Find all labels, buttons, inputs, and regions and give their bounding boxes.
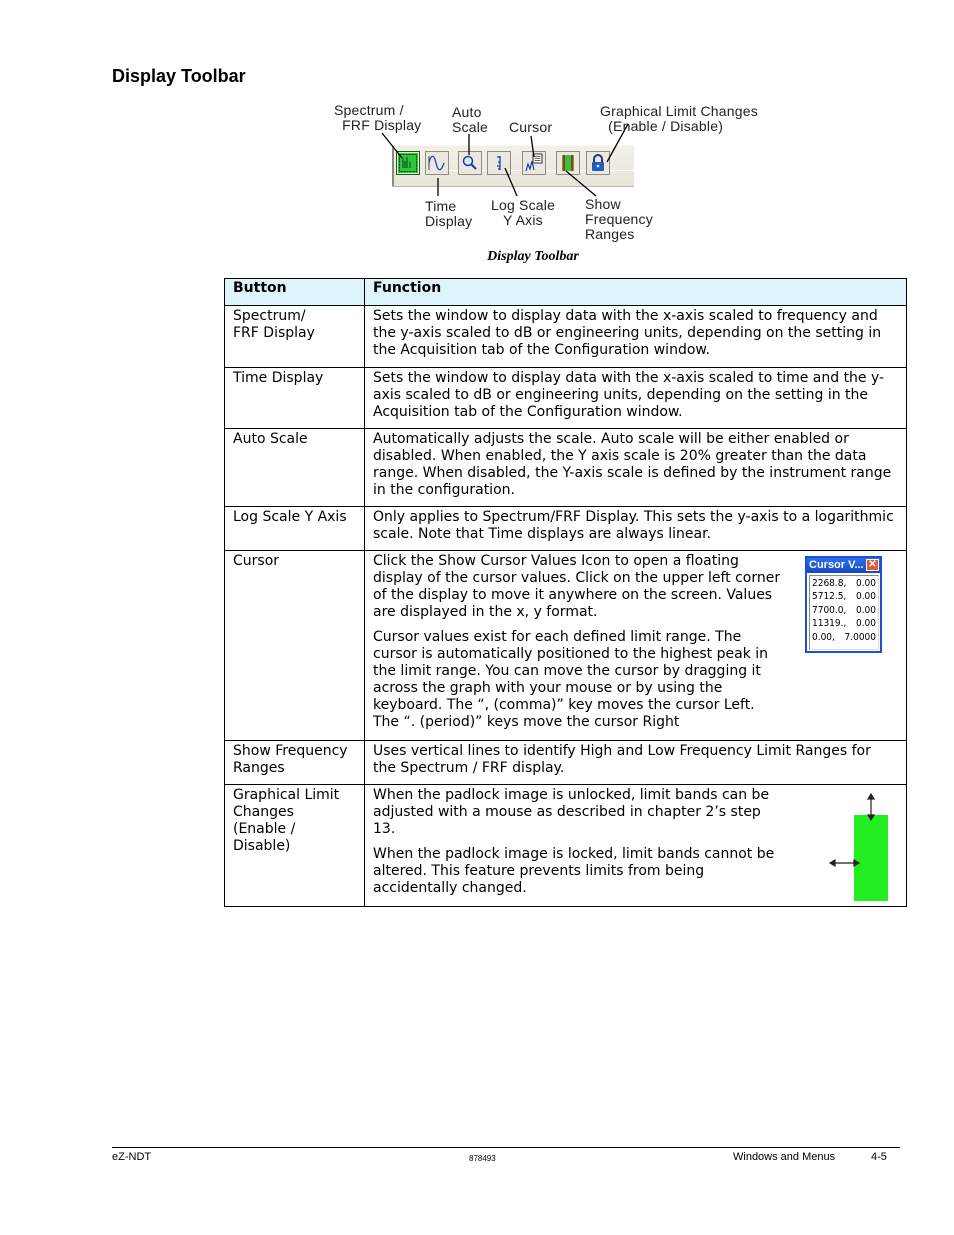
function-cell: Only applies to Spectrum/FRF Display. This sets the y-axis to a logarithmic scale. Note that Time displays are always linear.	[365, 507, 907, 551]
footer-chapter: Windows and Menus	[733, 1151, 836, 1163]
footer-doc-number: 878493	[469, 1154, 496, 1163]
cursor-value-row: 5712.5, 0.00	[812, 591, 876, 603]
button-cell: Auto Scale	[225, 429, 365, 507]
label-spectrum: Spectrum / FRF Display	[334, 102, 422, 133]
label-log-scale: Log Scale Y Axis	[491, 197, 556, 228]
limit-band-drag-graphic	[828, 793, 888, 901]
display-toolbar-table	[224, 278, 907, 907]
cursor-paragraph-2: Cursor values exist for each defined limit range. The cursor is automatically positioned to the highest peak in the limit range. You can move the cursor by dragging it across the graph with your mouse or by using the keyboard. The “, (comma)” key moves the cursor Left. The “. (period)” keys move the cursor Right	[373, 629, 769, 730]
label-show-frequency: Show Frequency Ranges	[585, 196, 653, 242]
column-header-button: Button	[225, 279, 365, 306]
label-cursor: Cursor	[509, 119, 553, 135]
cursor-values-list	[809, 575, 879, 650]
function-cell: Uses vertical lines to identify High and Low Frequency Limit Ranges for the Spectrum / FRF display.	[365, 741, 907, 785]
button-cell: Cursor	[225, 551, 365, 741]
function-cell: Automatically adjusts the scale. Auto scale will be either enabled or disabled. When enabled, the Y axis scale is 20% greater than the data range. When disabled, the Y-axis scale is defined by the instrument range in the configuration.	[365, 429, 907, 507]
button-cell: Show Frequency Ranges	[225, 741, 365, 785]
section-title: Display Toolbar	[112, 66, 246, 86]
limit-paragraph-2: When the padlock image is locked, limit bands cannot be altered. This feature prevents limits from being accidentally changed.	[373, 846, 775, 896]
figure-caption: Display Toolbar	[487, 249, 579, 264]
leader-lines	[330, 100, 770, 245]
footer-rule	[112, 1147, 900, 1148]
function-cell	[365, 785, 907, 907]
function-cell: Sets the window to display data with the x-axis scaled to time and the y- axis scaled to dB or engineering units, depending on the setting in the Acquisition tab of the Configuration window.	[365, 368, 907, 429]
button-cell: Time Display	[225, 368, 365, 429]
table-row	[225, 429, 907, 507]
table-header-row	[225, 279, 907, 306]
table-row	[225, 306, 907, 368]
cursor-values-window	[805, 556, 882, 653]
table-row	[225, 507, 907, 551]
footer-page-number: 4-5	[871, 1151, 887, 1163]
table-row	[225, 368, 907, 429]
button-cell: Graphical Limit Changes (Enable / Disable)	[225, 785, 365, 907]
arrow-up-icon	[868, 794, 874, 799]
column-header-function: Function	[365, 279, 907, 306]
function-cell	[365, 551, 907, 741]
close-icon: ✕	[866, 559, 879, 571]
button-cell: Log Scale Y Axis	[225, 507, 365, 551]
display-toolbar-figure	[330, 100, 770, 245]
cursor-value-row: 0.00, 7.0000	[812, 631, 876, 643]
cursor-paragraph-1: Click the Show Cursor Values Icon to open a floating display of the cursor values. Click on the upper left corner of the display to move it anywhere on the screen. Values are displayed in the x, y format.	[373, 553, 781, 620]
cursor-value-row: 7700.0, 0.00	[812, 604, 876, 616]
button-cell: Spectrum/ FRF Display	[225, 306, 365, 368]
label-graphical-limit: Graphical Limit Changes (Enable / Disable)	[600, 103, 758, 134]
label-time-display: Time Display	[425, 198, 473, 229]
label-auto-scale: Auto Scale	[452, 104, 489, 135]
cursor-window-title-bar	[807, 558, 880, 573]
table-row	[225, 785, 907, 907]
table-row	[225, 551, 907, 741]
cursor-value-row: 11319., 0.00	[812, 618, 876, 630]
cursor-window-title: Cursor V...	[809, 559, 864, 571]
function-cell: Sets the window to display data with the x-axis scaled to frequency and the y-axis scaled to dB or engineering units, depending on the setting in the Acquisition tab of the Configuration window.	[365, 306, 907, 368]
table-row	[225, 741, 907, 785]
cursor-value-row: 2268.8, 0.00	[812, 578, 876, 589]
footer-product: eZ-NDT	[112, 1151, 152, 1163]
limit-paragraph-1: When the padlock image is unlocked, limit bands can be adjusted with a mouse as described in chapter 2’s step 13.	[373, 787, 770, 837]
arrow-left-icon	[830, 860, 835, 866]
